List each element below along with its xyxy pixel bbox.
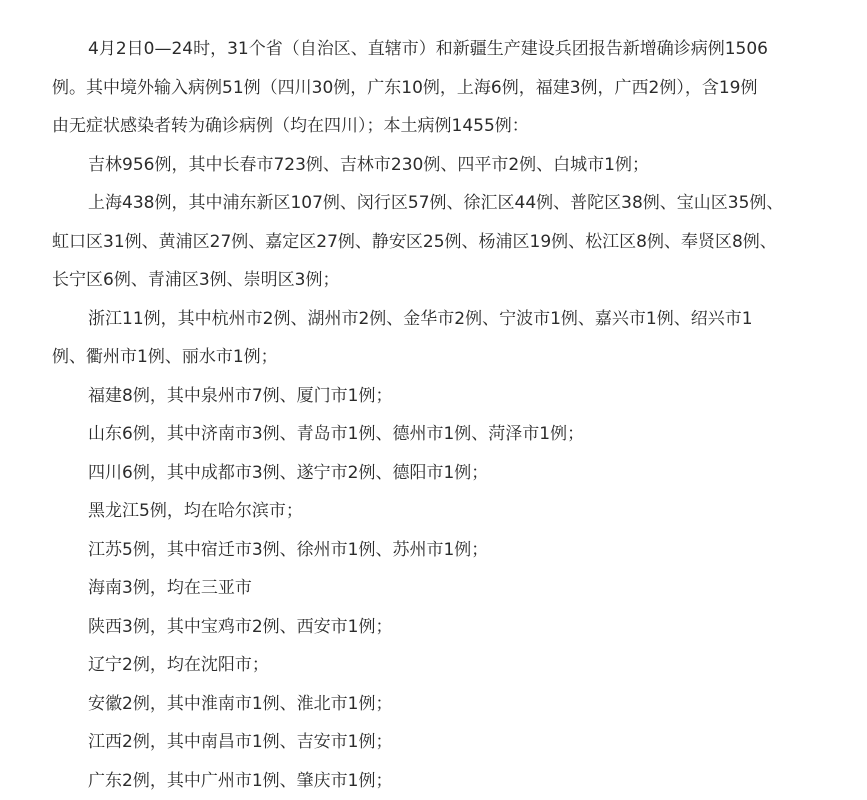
text-line: 广东2例，其中广州市1例、肇庆市1例； [88,770,393,791]
text-line: 例。其中境外输入病例51例（四川30例，广东10例，上海6例，福建3例，广西2例），含19例 [52,77,758,98]
region-paragraph-heilongjiang [52,492,843,531]
text-line: 例、衢州市1例、丽水市1例； [52,347,278,367]
text-line: 安徽2例，其中淮南市1例、淮北市1例； [88,693,393,714]
region-paragraph-shandong [52,415,843,454]
text-line: 江苏5例，其中宿迁市3例、徐州市1例、苏州市1例； [88,539,489,560]
region-paragraph-shanghai [52,184,843,300]
text-line: 江西2例，其中南昌市1例、吉安市1例； [88,732,393,752]
text-line: 上海438例，其中浦东新区107例、闵行区57例、徐汇区44例、普陀区38例、宝山区35例、 [88,193,784,213]
region-paragraph-fujian [52,377,843,416]
text-line: 福建8例，其中泉州市7例、厦门市1例； [88,385,393,406]
region-paragraph-jiangxi [52,723,843,762]
region-paragraph-anhui [52,685,843,724]
text-line: 山东6例，其中济南市3例、青岛市1例、德州市1例、菏泽市1例； [88,424,585,444]
region-paragraph-shaanxi [52,608,843,647]
text-line: 黑龙江5例，均在哈尔滨市； [88,501,303,521]
text-line: 4月2日0—24时，31个省（自治区、直辖市）和新疆生产建设兵团报告新增确诊病例1506 [88,39,768,59]
text-line: 由无症状感染者转为确诊病例（均在四川）；本土病例1455例： [52,116,529,136]
region-paragraph-zhejiang [52,300,843,377]
region-paragraph-guangdong [52,762,843,800]
text-line: 辽宁2例，均在沈阳市； [88,655,269,675]
intro-paragraph [52,30,843,146]
text-line: 四川6例，其中成都市3例、遂宁市2例、德阳市1例； [88,462,489,483]
region-paragraph-jilin [52,146,843,185]
text-line: 长宁区6例、青浦区3例、崇明区3例； [52,270,340,290]
text-line: 海南3例，均在三亚市 [88,578,252,598]
region-paragraph-jiangsu [52,531,843,570]
text-line: 陕西3例，其中宝鸡市2例、西安市1例； [88,616,393,637]
region-paragraph-hainan [52,569,843,608]
region-paragraph-liaoning [52,646,843,685]
region-paragraph-sichuan [52,454,843,493]
text-line: 浙江11例，其中杭州市2例、湖州市2例、金华市2例、宁波市1例、嘉兴市1例、绍兴市1 [88,308,753,329]
text-line: 吉林956例，其中长春市723例、吉林市230例、四平市2例、白城市1例； [88,154,649,175]
text-line: 虹口区31例、黄浦区27例、嘉定区27例、静安区25例、杨浦区19例、松江区8例、奉贤区8例、 [52,231,777,252]
